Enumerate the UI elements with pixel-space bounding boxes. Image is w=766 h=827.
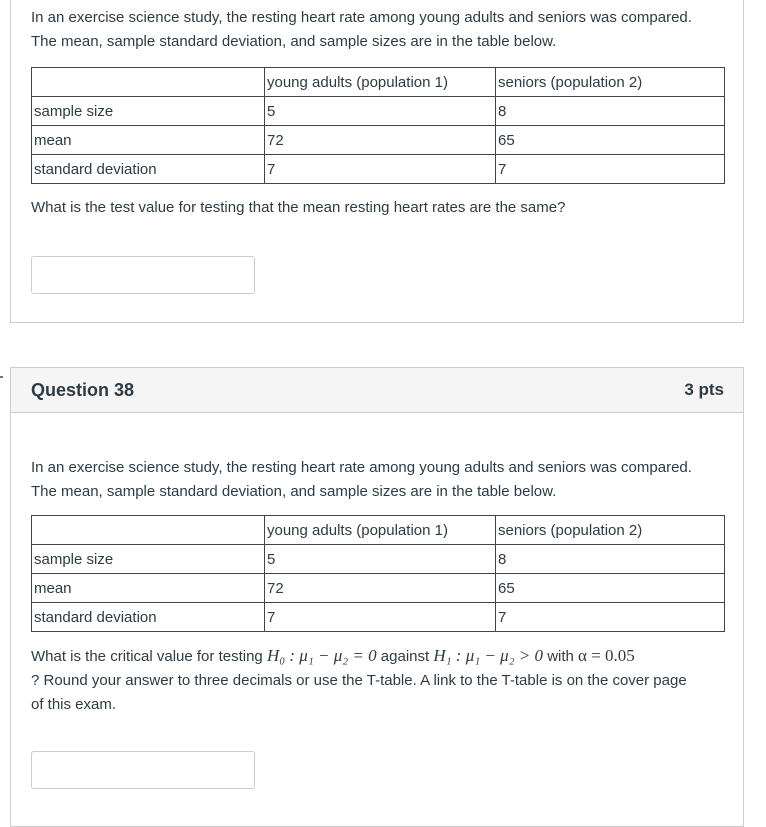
table-row — [32, 603, 725, 632]
prompt-start: What is the critical value for testing — [31, 648, 267, 665]
intro-line-1: In an exercise science study, the resting heart rate among young adults and seniors was compared. — [31, 9, 692, 26]
table-cell: 8 — [496, 545, 725, 574]
table-cell: mean — [32, 126, 265, 155]
table-header-cell: seniors (population 2) — [496, 68, 725, 97]
question-37-prompt: What is the test value for testing that the mean resting heart rates are the same? — [31, 199, 566, 216]
table-cell: standard deviation — [32, 155, 265, 184]
question-37-intro — [31, 6, 726, 54]
question-38-prompt — [31, 644, 726, 717]
edge-marker — [0, 376, 3, 378]
table-header-cell: seniors (population 2) — [496, 516, 725, 545]
null-hypothesis-math: H₀ : μ₁ − μ₂ = 0 — [266, 646, 377, 665]
table-cell: 65 — [496, 126, 725, 155]
prompt-with: with — [543, 648, 579, 665]
table-cell: 8 — [496, 97, 725, 126]
table-cell: 5 — [265, 545, 496, 574]
table-cell: 72 — [265, 126, 496, 155]
table-cell: sample size — [32, 545, 265, 574]
table-cell: 72 — [265, 574, 496, 603]
table-cell: standard deviation — [32, 603, 265, 632]
question-38-data-table — [31, 515, 725, 632]
table-header-cell: young adults (population 1) — [265, 68, 496, 97]
alpha-math: α = 0.05 — [578, 646, 635, 665]
table-header-cell — [32, 68, 265, 97]
table-row — [32, 155, 725, 184]
table-header-row — [32, 68, 725, 97]
table-cell: 7 — [496, 603, 725, 632]
prompt-line-1 — [31, 644, 726, 669]
table-header-cell — [32, 516, 265, 545]
table-cell: mean — [32, 574, 265, 603]
table-row — [32, 97, 725, 126]
table-cell: 5 — [265, 97, 496, 126]
table-cell: 7 — [496, 155, 725, 184]
question-37-answer-input[interactable] — [31, 256, 255, 294]
table-cell: sample size — [32, 97, 265, 126]
question-37-data-table — [31, 67, 725, 184]
question-38-card — [10, 367, 744, 827]
question-38-header — [11, 368, 743, 413]
question-38-answer-input[interactable] — [31, 751, 255, 789]
intro-line-2: The mean, sample standard deviation, and sample sizes are in the table below. — [31, 33, 557, 50]
question-38-intro — [31, 456, 726, 504]
question-37-card — [10, 0, 744, 323]
table-cell: 7 — [265, 155, 496, 184]
table-header-cell: young adults (population 1) — [265, 516, 496, 545]
table-row — [32, 574, 725, 603]
table-cell: 65 — [496, 574, 725, 603]
table-row — [32, 545, 725, 574]
alternative-hypothesis-math: H₁ : μ₁ − μ₂ > 0 — [433, 646, 544, 665]
question-points: 3 pts — [684, 380, 724, 399]
table-cell: 7 — [265, 603, 496, 632]
prompt-line-2: ? Round your answer to three decimals or use the T-table. A link to the T-table is on the cover page — [31, 672, 687, 689]
table-row — [32, 126, 725, 155]
prompt-against: against — [376, 648, 434, 665]
table-header-row — [32, 516, 725, 545]
intro-line-1: In an exercise science study, the resting heart rate among young adults and seniors was compared. — [31, 459, 692, 476]
prompt-line-3: of this exam. — [31, 696, 117, 713]
question-title: Question 38 — [31, 379, 135, 400]
intro-line-2: The mean, sample standard deviation, and sample sizes are in the table below. — [31, 483, 557, 500]
